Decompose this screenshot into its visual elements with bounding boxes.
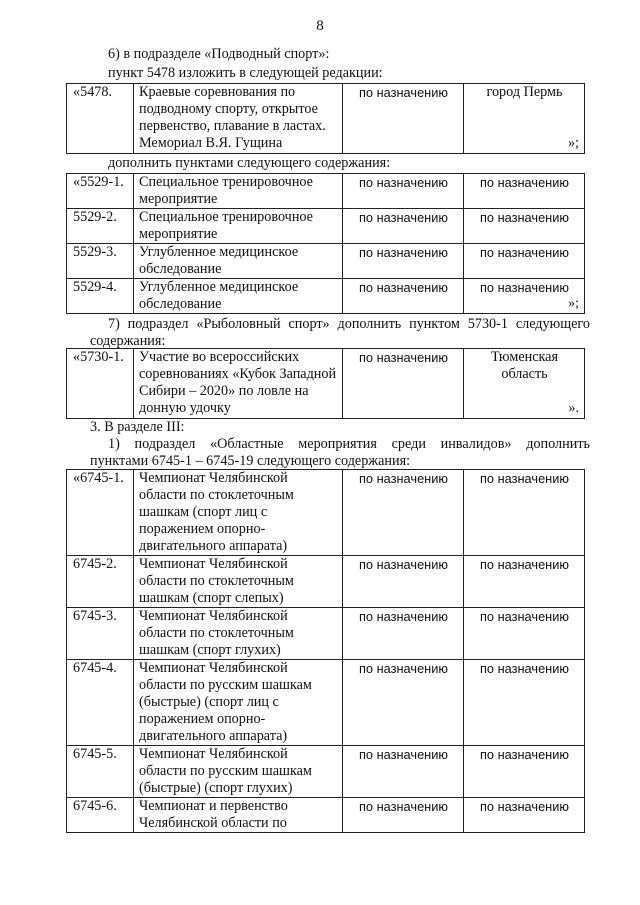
row-end-mark: ». (568, 400, 579, 416)
row-location: по назначению (464, 556, 585, 608)
row-number: 6745-4. (67, 660, 134, 746)
section7-line2: содержания: (90, 333, 166, 349)
row-location: по назначению (464, 244, 585, 279)
table-row (67, 746, 585, 798)
row-location: по назначению (464, 798, 585, 833)
row-place-type: по назначению (343, 279, 464, 314)
table-row (67, 174, 585, 209)
table-5529 (66, 173, 585, 314)
row-location-text: по назначению (479, 280, 569, 295)
table-row (67, 244, 585, 279)
row-name: Чемпионат Челябинской области по стоклеточным шашкам (спорт слепых) (134, 556, 343, 608)
section3-line2: пунктами 6745-1 – 6745-19 следующего содержания: (90, 453, 411, 469)
row-location: по назначению (464, 746, 585, 798)
row-name: Краевые соревнования по подводному спорту, открытое первенство, плавание в ластах. Мемориал В.Я. Гущина (134, 84, 343, 154)
row-place-type: по назначению (343, 798, 464, 833)
row-location: по назначению (464, 174, 585, 209)
table-row (67, 84, 585, 154)
row-place-type: по назначению (343, 349, 464, 419)
table-row (67, 660, 585, 746)
row-place-type: по назначению (343, 244, 464, 279)
row-number: 5529-4. (67, 279, 134, 314)
table-row (67, 798, 585, 833)
row-number: «5478. (67, 84, 134, 154)
row-name: Углубленное медицинское обследование (134, 244, 343, 279)
table-row (67, 349, 585, 419)
section6-add-intro: дополнить пунктами следующего содержания: (108, 155, 391, 171)
row-number: 6745-5. (67, 746, 134, 798)
row-name: Чемпионат Челябинской области по русским шашкам (быстрые) (спорт глухих) (134, 746, 343, 798)
row-place-type: по назначению (343, 470, 464, 556)
row-location (464, 349, 585, 419)
row-number: 6745-2. (67, 556, 134, 608)
row-number: 5529-3. (67, 244, 134, 279)
page-number: 8 (316, 18, 324, 34)
table-6745 (66, 469, 585, 833)
row-number: «6745-1. (67, 470, 134, 556)
row-location-text: Тюменская область (490, 349, 559, 382)
row-location (464, 84, 585, 154)
section6-heading: 6) в подразделе «Подводный спорт»: (108, 46, 330, 62)
section7-line1: 7) подраздел «Рыболовный спорт» дополнить пунктом 5730-1 следующего (108, 316, 590, 332)
row-location-text: город Пермь (486, 84, 563, 100)
row-place-type: по назначению (343, 174, 464, 209)
row-location: по назначению (464, 660, 585, 746)
row-name: Чемпионат и первенство Челябинской области по (134, 798, 343, 833)
row-number: «5529-1. (67, 174, 134, 209)
row-location: по назначению (464, 470, 585, 556)
row-number: 5529-2. (67, 209, 134, 244)
row-place-type: по назначению (343, 84, 464, 154)
table-row (67, 608, 585, 660)
row-end-mark: »; (568, 296, 579, 311)
row-place-type: по назначению (343, 608, 464, 660)
row-name: Чемпионат Челябинской области по стоклеточным шашкам (спорт лиц с поражением опорно-двигательного аппарата) (134, 470, 343, 556)
row-location: по назначению (464, 209, 585, 244)
section6-intro: пункт 5478 изложить в следующей редакции: (108, 65, 383, 81)
row-number: «5730-1. (67, 349, 134, 419)
section3-heading: 3. В разделе III: (90, 419, 185, 435)
row-number: 6745-6. (67, 798, 134, 833)
row-name: Специальное тренировочное мероприятие (134, 174, 343, 209)
row-name: Чемпионат Челябинской области по русским шашкам (быстрые) (спорт лиц с поражением опорно-двигательного аппарата) (134, 660, 343, 746)
row-place-type: по назначению (343, 746, 464, 798)
row-end-mark: »; (567, 135, 579, 151)
row-name: Углубленное медицинское обследование (134, 279, 343, 314)
table-row (67, 556, 585, 608)
table-row (67, 279, 585, 314)
row-name: Чемпионат Челябинской области по стоклеточным шашкам (спорт глухих) (134, 608, 343, 660)
row-name: Участие во всероссийских соревнованиях «Кубок Западной Сибири – 2020» по ловле на донную удочку (134, 349, 343, 419)
table-row (67, 209, 585, 244)
row-place-type: по назначению (343, 660, 464, 746)
table-5730 (66, 348, 585, 419)
row-number: 6745-3. (67, 608, 134, 660)
table-row (67, 470, 585, 556)
row-location: по назначению (464, 608, 585, 660)
row-name: Специальное тренировочное мероприятие (134, 209, 343, 244)
row-place-type: по назначению (343, 556, 464, 608)
table-5478 (66, 83, 585, 154)
row-location (464, 279, 585, 314)
row-place-type: по назначению (343, 209, 464, 244)
section3-line1: 1) подраздел «Областные мероприятия среди инвалидов» дополнить (108, 436, 590, 452)
